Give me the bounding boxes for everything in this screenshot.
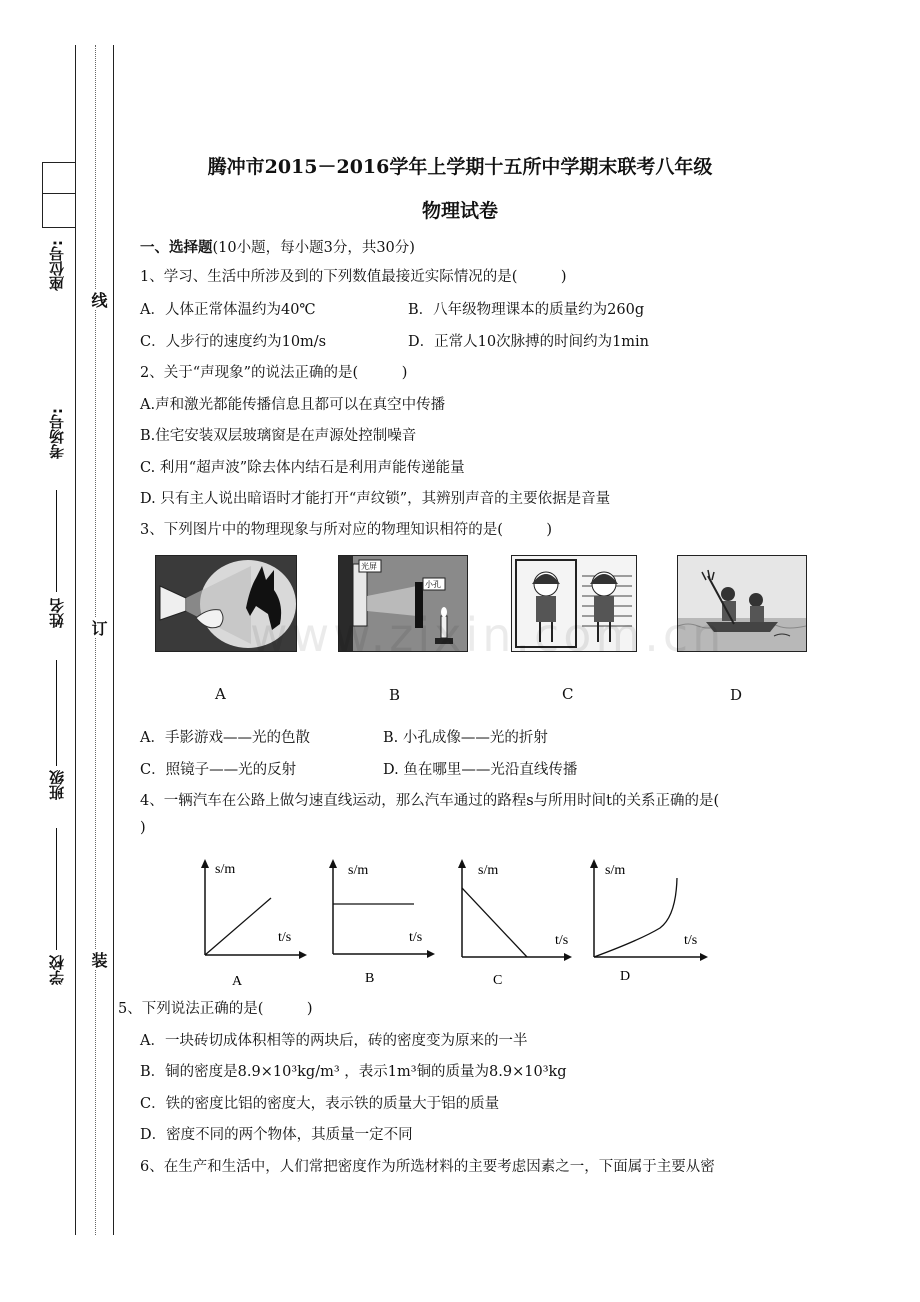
q1-stem: 1、学习、生活中所涉及到的下列数值最接近实际情况的是( ) — [140, 269, 567, 285]
q4-graph-b — [315, 850, 445, 990]
q4-graph-a — [185, 850, 315, 990]
cut-mark-ding: 订 — [89, 620, 108, 636]
q2-stem: 2、关于“声现象”的说法正确的是( ) — [140, 365, 408, 381]
q3-option-b: B. 小孔成像——光的折射 — [383, 730, 548, 746]
q1-option-a: A．人体正常体温约为40℃ — [140, 302, 316, 318]
q1-option-d: D．正常人10次脉搏的时间约为1min — [408, 334, 650, 350]
pinhole-screen-label: 光屏 — [361, 562, 377, 571]
graph-d-y-label: s/m — [605, 863, 626, 878]
seat-number-label: 座位号: — [48, 240, 66, 291]
exam-title-line2: 物理试卷 — [421, 200, 498, 222]
watermark: www.zixin.com.cn — [250, 608, 726, 662]
q3-option-a: A．手影游戏——光的色散 — [140, 730, 310, 746]
q3-picture-label-c: C — [562, 685, 574, 703]
section-heading-note: (10小题，每小题3分，共30分) — [212, 240, 415, 256]
q3-picture-label-b: B — [389, 686, 401, 704]
q3-picture-label-a: A — [215, 685, 226, 703]
q2-option-b: B.住宅安装双层玻璃窗是在声源处控制噪音 — [140, 428, 417, 444]
q2-option-a: A.声和激光都能传播信息且都可以在真空中传播 — [140, 397, 446, 413]
q6-stem: 6、在生产和生活中，人们常把密度作为所选材料的主要考虑因素之一，下面属于主要从密 — [140, 1159, 715, 1175]
section-heading — [140, 236, 415, 257]
cut-mark-xian: 线 — [89, 292, 108, 308]
q4-stem: 4、一辆汽车在公路上做匀速直线运动，那么汽车通过的路程s与所用时间t的关系正确的是( — [140, 793, 720, 809]
class-label: 班级 — [48, 770, 66, 800]
cut-mark-zhuang: 装 — [89, 952, 108, 968]
q5-option-c: C．铁的密度比铝的密度大，表示铁的质量大于铝的质量 — [140, 1096, 500, 1112]
q3-option-c: C．照镜子——光的反射 — [140, 762, 297, 778]
section-heading-title: 一、选择题 — [140, 239, 213, 256]
q5-stem: 5、下列说法正确的是( ) — [118, 1001, 313, 1017]
graph-d-x-label: t/s — [684, 933, 698, 948]
graph-b-x-label: t/s — [409, 930, 423, 945]
school-field[interactable] — [56, 828, 57, 950]
q2-option-d: D. 只有主人说出暗语时才能打开“声纹锁”，其辨别声音的主要依据是音量 — [140, 491, 611, 507]
margin-inner-line — [113, 45, 114, 1235]
margin-outer-line — [75, 45, 76, 1235]
graph-a-y-label: s/m — [215, 862, 236, 877]
exam-room-label: 考场号: — [48, 408, 66, 459]
name-field[interactable] — [56, 490, 57, 592]
graph-c-caption: C — [493, 973, 503, 988]
class-field[interactable] — [56, 660, 57, 766]
school-label: 学校 — [48, 955, 66, 985]
name-label: 姓名 — [48, 598, 66, 628]
graph-d-caption: D — [620, 969, 631, 984]
exam-title-line1: 腾冲市2015－2016学年上学期十五所中学期末联考八年级 — [207, 156, 713, 178]
q4-stem-end: ) — [140, 820, 146, 836]
graph-b-y-label: s/m — [348, 863, 369, 878]
q5-option-b: B．铜的密度是8.9×10³kg/m³ ，表示1m³铜的质量为8.9×10³kg — [140, 1064, 567, 1080]
graph-a-caption: A — [232, 974, 243, 989]
q3-picture-label-d: D — [730, 686, 743, 704]
pinhole-hole-label: 小孔 — [425, 580, 441, 589]
graph-c-x-label: t/s — [555, 933, 569, 948]
graph-b-caption: B — [365, 971, 375, 986]
q2-option-c: C. 利用“超声波”除去体内结石是利用声能传递能量 — [140, 460, 465, 476]
q1-option-c: C．人步行的速度约为10m/s — [140, 334, 327, 350]
q3-option-d: D. 鱼在哪里——光沿直线传播 — [383, 762, 578, 778]
q5-option-a: A．一块砖切成体积相等的两块后，砖的密度变为原来的一半 — [140, 1033, 528, 1049]
q4-graph-d — [580, 850, 720, 990]
graph-c-y-label: s/m — [478, 863, 499, 878]
graph-a-x-label: t/s — [278, 930, 292, 945]
margin-cut-line — [95, 45, 96, 1235]
q3-stem: 3、下列图片中的物理现象与所对应的物理知识相符的是( ) — [140, 522, 553, 538]
q5-option-d: D．密度不同的两个物体，其质量一定不同 — [140, 1127, 413, 1143]
q4-graph-c — [452, 850, 582, 990]
q1-option-b: B．八年级物理课本的质量约为260g — [408, 302, 645, 318]
